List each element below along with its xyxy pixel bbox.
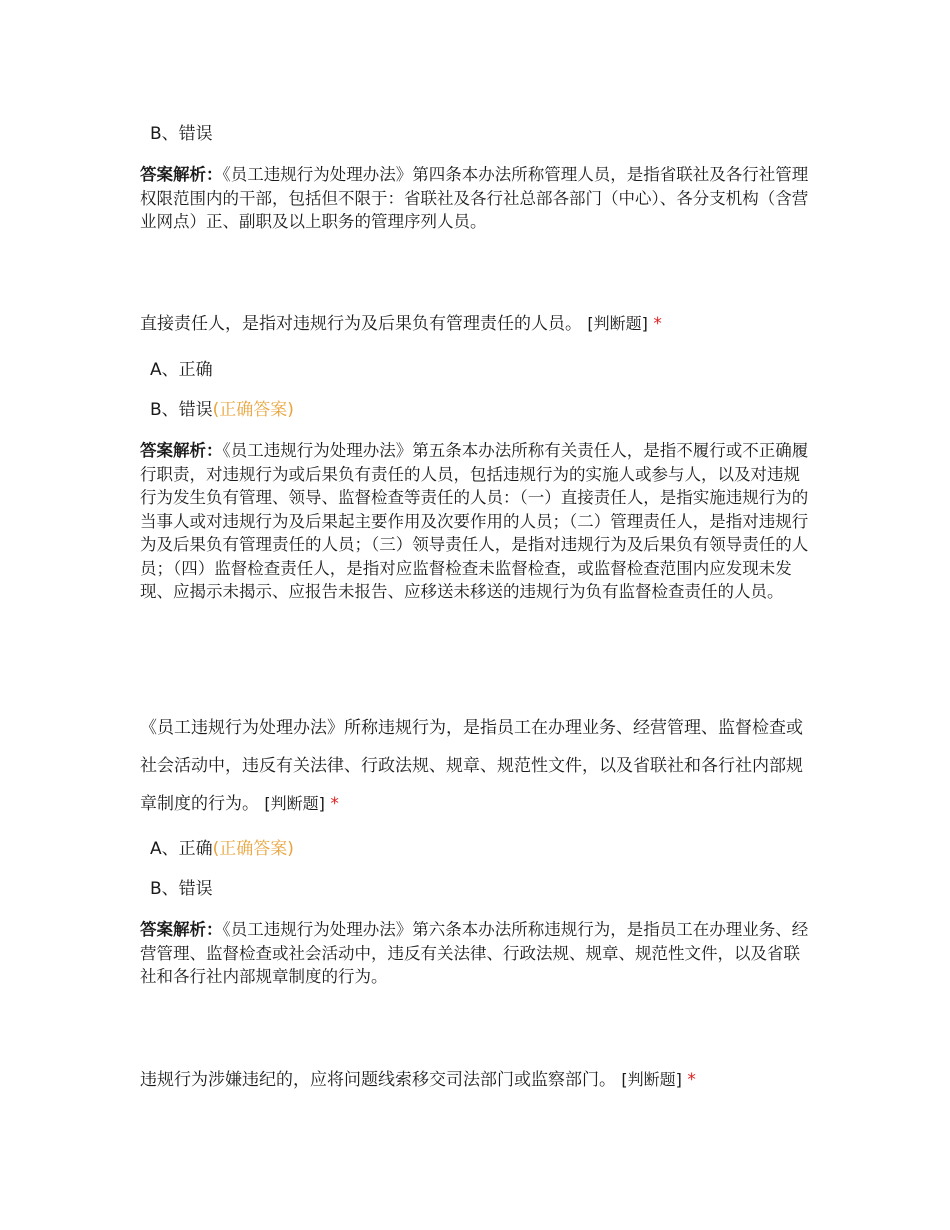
- q2-analysis-label: 答案解析：: [140, 441, 223, 460]
- q4-question-text: 违规行为涉嫌违纪的，应将问题线索移交司法部门或监察部门。: [140, 1070, 616, 1090]
- q3-question: [140, 709, 816, 823]
- q2-question-text: 直接责任人，是指对违规行为及后果负有管理责任的人员。: [140, 314, 582, 334]
- q4-question-type: [判断题]: [621, 1070, 682, 1089]
- q1-analysis-text: 《员工违规行为处理办法》第四条本办法所称管理人员，是指省联社及各行社管理权限范围内的干部，包括但不限于：省联社及各行社总部各部门（中心）、各分支机构（含营业网点）正、副职及以上职务的管理序列人员。: [140, 165, 809, 231]
- q2-analysis: [140, 439, 812, 604]
- q2-option-b-text: B、错误: [150, 400, 213, 420]
- q3-analysis-label: 答案解析：: [140, 920, 223, 939]
- q3-option-a-text: A、正确: [150, 839, 213, 859]
- q1-analysis: [140, 163, 812, 234]
- q3-question-text: 《员工违规行为处理办法》所称违规行为，是指员工在办理业务、经营管理、监督检查或社会活动中，违反有关法律、行政法规、规章、规范性文件，以及省联社和各行社内部规章制度的行为。: [140, 718, 803, 814]
- q2-option-a-text: A、正确: [150, 360, 213, 380]
- q3-question-type: [判断题]: [264, 794, 325, 813]
- q2-question-type: [判断题]: [587, 314, 648, 333]
- q2-analysis-text: 《员工违规行为处理办法》第五条本办法所称有关责任人，是指不履行或不正确履行职责，对违规行为或后果负有责任的人员，包括违规行为的实施人或参与人，以及对违规行为发生负有管理、领导、监督检查等责任的人员：（一）直接责任人，是指实施违规行为的当事人或对违规行为及后果起主要作用及次要作用的人员；（二）管理责任人，是指对违规行为及后果负有管理责任的人员；（三）领导责任人，是指对违规行为及后果负有领导责任的人员；（四）监督检查责任人，是指对应监督检查未监督检查，或监督检查范围内应发现未发现、应揭示未揭示、应报告未报告、应移送未移送的违规行为负有监督检查责任的人员。: [140, 441, 809, 601]
- q2-option-b[interactable]: [150, 399, 294, 421]
- q1-option-b[interactable]: [150, 123, 213, 145]
- q3-option-a[interactable]: [150, 838, 294, 860]
- q3-correct-answer-tag: (正确答案): [212, 839, 294, 859]
- q1-analysis-label: 答案解析：: [140, 165, 223, 184]
- q3-analysis: [140, 918, 812, 989]
- q3-required-mark: *: [330, 794, 339, 814]
- q3-option-b-text: B、错误: [150, 879, 213, 899]
- q1-option-b-text: B、错误: [150, 124, 213, 144]
- q4-question: [140, 1061, 816, 1099]
- q2-question: [140, 305, 816, 343]
- q4-required-mark: *: [687, 1070, 696, 1090]
- q3-option-b[interactable]: [150, 878, 213, 900]
- q2-option-a[interactable]: [150, 359, 213, 381]
- q3-analysis-text: 《员工违规行为处理办法》第六条本办法所称违规行为，是指员工在办理业务、经营管理、监督检查或社会活动中，违反有关法律、行政法规、规章、规范性文件，以及省联社和各行社内部规章制度的行为。: [140, 920, 809, 986]
- q2-correct-answer-tag: (正确答案): [212, 400, 294, 420]
- q2-required-mark: *: [653, 314, 662, 334]
